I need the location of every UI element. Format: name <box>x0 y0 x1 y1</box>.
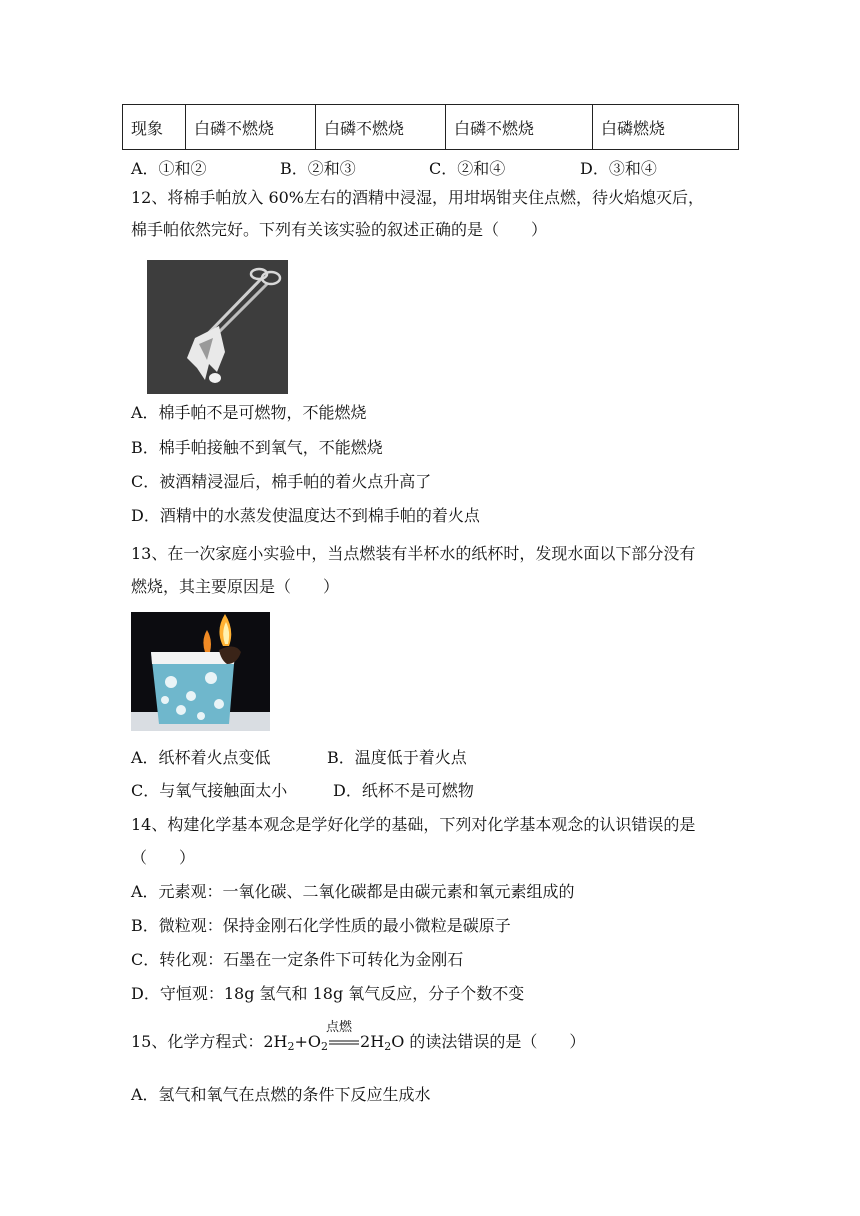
q15-option-a: A．氢气和氧气在点燃的条件下反应生成水 <box>131 1085 431 1104</box>
observation-table <box>122 104 739 150</box>
table-cell: 白磷燃烧 <box>593 105 739 150</box>
q12-stem-line2: 棉手帕依然完好。下列有关该实验的叙述正确的是（ ） <box>131 220 548 239</box>
table-row <box>123 105 739 150</box>
q13-option-d: D．纸杯不是可燃物 <box>333 781 474 800</box>
q12-photo <box>147 260 288 394</box>
table-cell: 白磷不燃烧 <box>446 105 593 150</box>
q14-option-a: A．元素观：一氧化碳、二氧化碳都是由碳元素和氧元素组成的 <box>131 882 575 901</box>
q13-photo <box>131 612 270 731</box>
equation-reactant-o: +O <box>294 1032 322 1051</box>
q14-option-d: D．守恒观：18g 氢气和 18g 氧气反应，分子个数不变 <box>131 984 525 1003</box>
subscript: 2 <box>384 1040 392 1053</box>
table-cell: 白磷不燃烧 <box>186 105 316 150</box>
q14-option-b: B．微粒观：保持金刚石化学性质的最小微粒是碳原子 <box>131 916 511 935</box>
q12-option-d: D．酒精中的水蒸发使温度达不到棉手帕的着火点 <box>131 506 480 525</box>
q12-option-b: B．棉手帕接触不到氧气，不能燃烧 <box>131 438 383 457</box>
q13-option-b: B．温度低于着火点 <box>327 748 467 767</box>
q15-stem <box>131 1032 585 1052</box>
q15-prefix: 15、化学方程式： <box>131 1032 264 1051</box>
q12-option-a: A．棉手帕不是可燃物，不能燃烧 <box>131 403 367 422</box>
table-cell: 白磷不燃烧 <box>316 105 446 150</box>
equation-product-h: 2H <box>360 1032 385 1051</box>
q14-stem-line1: 14、构建化学基本观念是学好化学的基础，下列对化学基本观念的认识错误的是 <box>131 815 696 834</box>
subscript: 2 <box>287 1040 295 1053</box>
equation-product-o: O <box>391 1032 405 1051</box>
q13-option-a: A．纸杯着火点变低 <box>131 748 271 767</box>
q14-option-c: C．转化观：石墨在一定条件下可转化为金刚石 <box>131 950 464 969</box>
subscript: 2 <box>321 1040 329 1053</box>
q13-stem-line1: 13、在一次家庭小实验中，当点燃装有半杯水的纸杯时，发现水面以下部分没有 <box>131 544 696 563</box>
q13-stem-line2: 燃烧，其主要原因是（ ） <box>131 577 340 596</box>
q12-stem-line1: 12、将棉手帕放入 60%左右的酒精中浸湿，用坩埚钳夹住点燃，待火焰熄灭后， <box>131 188 705 207</box>
q11-option-b: B．②和③ <box>280 159 356 178</box>
q12-option-c: C．被酒精浸湿后，棉手帕的着火点升高了 <box>131 472 432 491</box>
reaction-condition: 点燃 <box>326 1020 353 1035</box>
q11-option-a: A．①和② <box>131 159 207 178</box>
equation-reactant-h: 2H <box>263 1032 288 1051</box>
q14-stem-line2: （ ） <box>131 848 196 867</box>
equation-arrow <box>328 1032 360 1052</box>
q13-option-c: C．与氧气接触面太小 <box>131 781 288 800</box>
q11-option-c: C．②和④ <box>429 159 506 178</box>
q11-option-d: D．③和④ <box>580 159 657 178</box>
q15-suffix: 的读法错误的是（ ） <box>404 1032 586 1051</box>
table-row-label: 现象 <box>123 105 186 150</box>
